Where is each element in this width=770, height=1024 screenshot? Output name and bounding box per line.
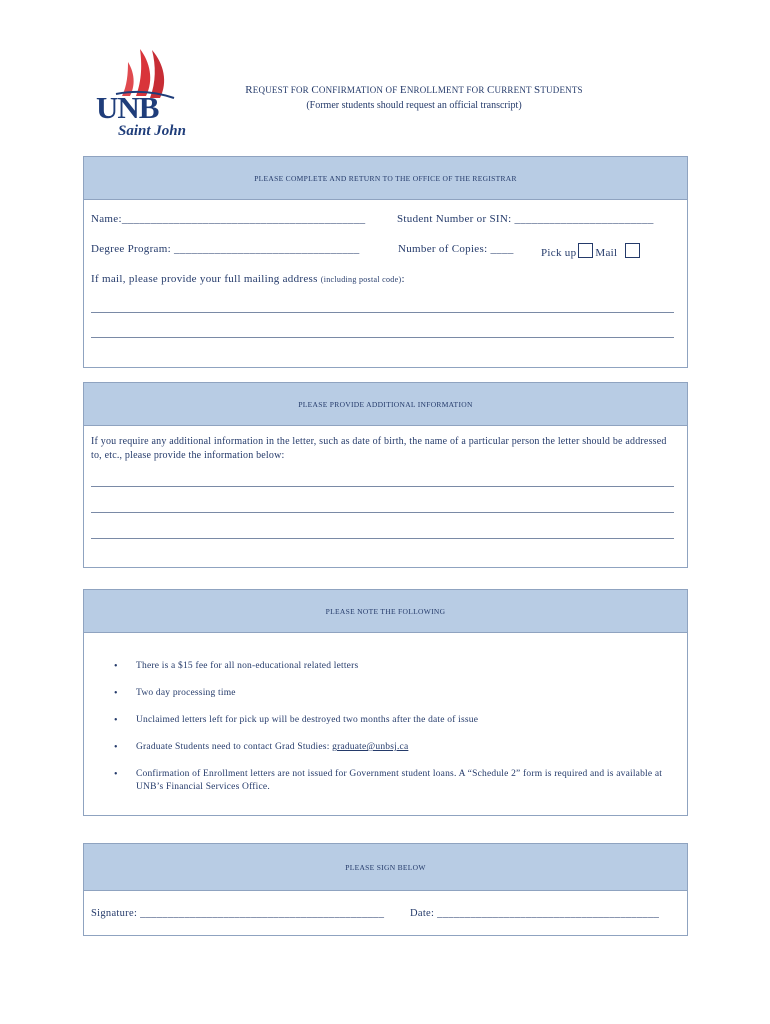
pickup-label: Pick up xyxy=(541,247,577,259)
section-notes xyxy=(83,589,688,816)
section-header: PLEASE PROVIDE ADDITIONAL INFORMATION xyxy=(84,383,687,426)
section-header: PLEASE COMPLETE AND RETURN TO THE OFFICE OF THE REGISTRAR xyxy=(84,157,687,200)
notes-list xyxy=(114,660,674,808)
name-field[interactable]: Name:__________________________________________ xyxy=(91,213,366,225)
additional-info-instructions: If you require any additional information in the letter, such as date of birth, the name of a particular person the letter should be addressed to, etc., please provide the information below: xyxy=(91,436,667,461)
list-item: • Two day processing time xyxy=(114,687,674,700)
date-field[interactable]: Date: ________________________________________ xyxy=(410,908,660,919)
grad-studies-email-link[interactable]: graduate@unbsj.ca xyxy=(332,742,409,752)
logo-wordmark: UNB xyxy=(96,90,159,125)
number-of-copies-field[interactable]: Number of Copies: ____ xyxy=(398,243,514,255)
mail-checkbox[interactable] xyxy=(625,243,640,258)
info-line-1[interactable] xyxy=(91,486,674,487)
list-item: • Graduate Students need to contact Grad Studies: graduate@unbsj.ca xyxy=(114,741,674,754)
degree-program-field[interactable]: Degree Program: ________________________________ xyxy=(91,243,360,255)
pickup-option[interactable] xyxy=(541,243,642,259)
section-signature xyxy=(83,843,688,936)
student-number-field[interactable]: Student Number or SIN: ________________________ xyxy=(397,213,654,225)
logo-subtitle: Saint John xyxy=(118,123,186,139)
info-line-2[interactable] xyxy=(91,512,674,513)
section-additional-info xyxy=(83,382,688,568)
page-subtitle: (Former students should request an official transcript) xyxy=(306,100,522,111)
mail-label: Mail xyxy=(595,247,618,259)
list-item: • Confirmation of Enrollment letters are not issued for Government student loans. A “Schedule 2” form is required and is available at UNB’s Financial Services Office. xyxy=(114,768,674,794)
section-header: PLEASE NOTE THE FOLLOWING xyxy=(84,590,687,633)
signature-field[interactable]: Signature: ____________________________________________ xyxy=(91,908,385,919)
list-item: • There is a $15 fee for all non-educational related letters xyxy=(114,660,674,673)
list-item: • Unclaimed letters left for pick up will be destroyed two months after the date of issue xyxy=(114,714,674,727)
info-line-3[interactable] xyxy=(91,538,674,539)
mail-address-prompt: If mail, please provide your full mailing address (including postal code): xyxy=(91,273,405,285)
address-line-2[interactable] xyxy=(91,337,674,338)
section-header: PLEASE SIGN BELOW xyxy=(84,844,687,891)
pickup-checkbox[interactable] xyxy=(578,243,593,258)
unb-saint-john-logo xyxy=(96,44,186,144)
section-applicant-info xyxy=(83,156,688,368)
page-title: REQUEST FOR CONFIRMATION OF ENROLLMENT FOR CURRENT STUDENTS xyxy=(245,84,583,96)
address-line-1[interactable] xyxy=(91,312,674,313)
